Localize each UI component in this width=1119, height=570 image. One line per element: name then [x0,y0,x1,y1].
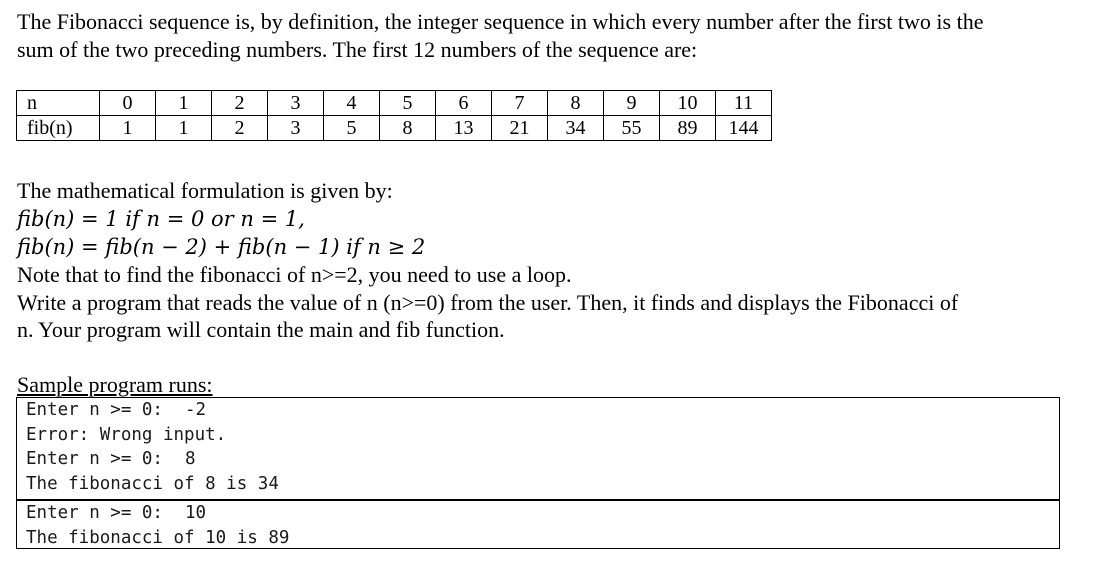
table-cell: 5 [324,116,380,141]
table-cell: 1 [100,116,156,141]
table-cell: 55 [604,116,660,141]
fibonacci-table [16,90,772,141]
console-prompt: Enter n >= 0: [26,449,163,469]
intro-line-2: sum of the two preceding numbers. The first 12 numbers of the sequence are: [17,37,698,62]
console-line [26,447,1059,472]
table-row-n [17,91,772,116]
equation-base-case: fib(n) = 1 if n = 0 or n = 1, [17,207,305,231]
console-input: 8 [184,449,196,469]
sample-runs-label: Sample program runs: [17,372,213,397]
table-header-fib: fib(n) [17,116,100,141]
console-line [26,398,1059,423]
table-cell: 9 [604,91,660,116]
table-cell: 13 [436,116,492,141]
table-cell: 5 [380,91,436,116]
table-cell: 2 [212,116,268,141]
table-cell: 3 [268,116,324,141]
task-line-1: Write a program that reads the value of n (n>=0) from the user. Then, it finds and displays the Fibonacci of [17,290,959,315]
table-cell: 7 [492,91,548,116]
console-line [26,472,1059,497]
table-cell: 8 [548,91,604,116]
console-input: 10 [184,503,207,523]
console-prompt: Enter n >= 0: [26,503,163,523]
table-cell: 89 [660,116,716,141]
table-cell: 3 [268,91,324,116]
note-text: Note that to find the fibonacci of n>=2, you need to use a loop. [17,262,572,287]
console-line [26,423,1059,448]
table-cell: 8 [380,116,436,141]
table-cell: 1 [156,91,212,116]
table-cell: 10 [660,91,716,116]
table-cell: 0 [100,91,156,116]
equation-recurrence: fib(n) = fib(n − 2) + fib(n − 1) if n ≥ 2 [17,235,426,259]
console-error: Error: Wrong input. [26,424,227,445]
console-result: The fibonacci of 10 is 89 [26,527,290,548]
table-row-fib [17,116,772,141]
console-line [26,526,1059,551]
sample-run-box-2 [16,500,1060,549]
table-cell: 1 [156,116,212,141]
formulation-intro: The mathematical formulation is given by: [17,178,393,203]
table-header-n: n [17,91,100,116]
table-cell: 2 [212,91,268,116]
console-result: The fibonacci of 8 is 34 [26,473,279,494]
table-cell: 144 [716,116,772,141]
table-cell: 6 [436,91,492,116]
table-cell: 34 [548,116,604,141]
task-line-2: n. Your program will contain the main and fib function. [17,317,505,342]
table-cell: 11 [716,91,772,116]
console-prompt: Enter n >= 0: [26,400,163,420]
intro-line-1: The Fibonacci sequence is, by definition, the integer sequence in which every number after the first two is the [17,9,984,34]
table-cell: 21 [492,116,548,141]
sample-run-box-1 [16,397,1060,500]
table-cell: 4 [324,91,380,116]
console-line [26,501,1059,526]
console-input: -2 [184,400,207,420]
